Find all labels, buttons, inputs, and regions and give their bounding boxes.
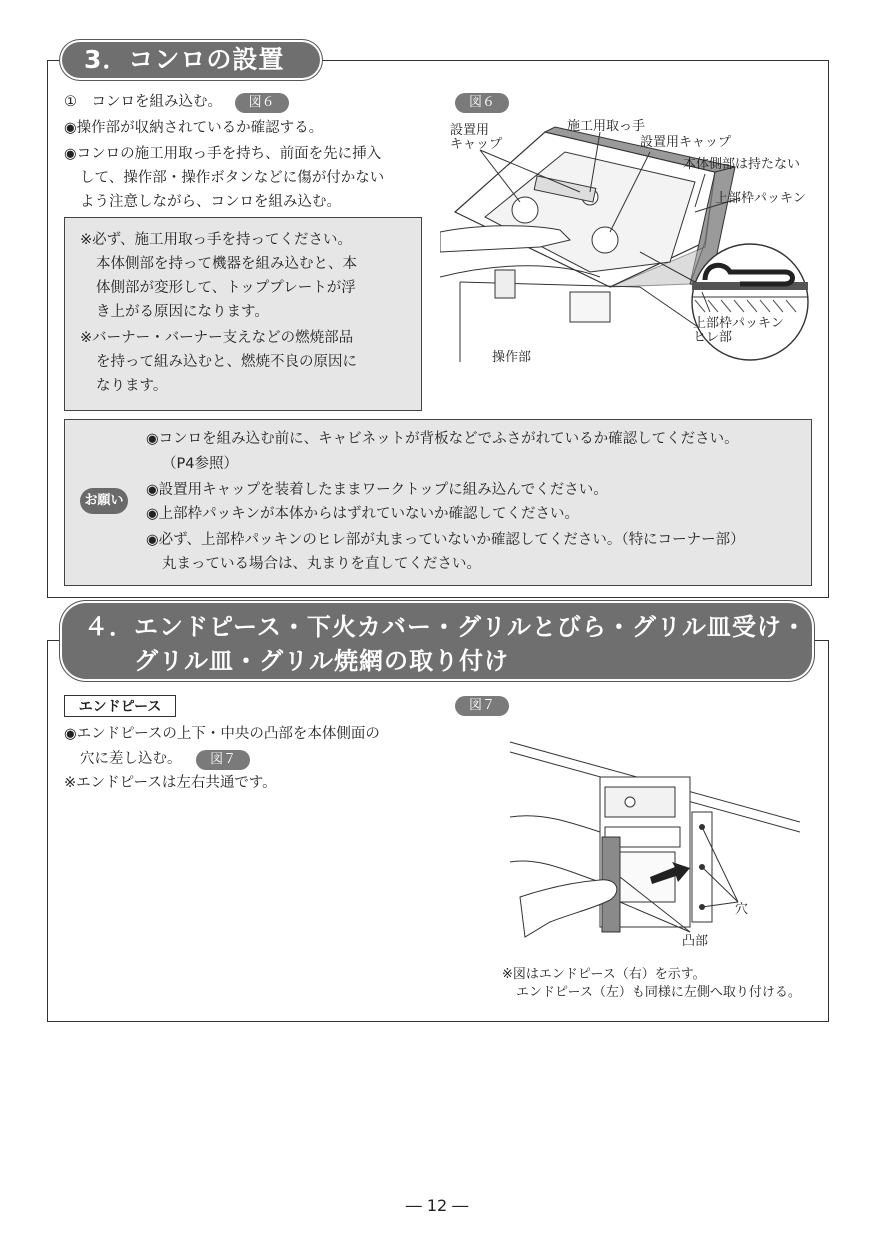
request-item: ◉設置用キャップを装着したままワークトップに組み込んでください。	[146, 482, 608, 498]
endpiece-text-line1: ◉エンドピースの上下・中央の凸部を本体側面の	[64, 726, 380, 742]
bullet-2-line2: して、操作部・操作ボタンなどに傷が付かない	[80, 170, 385, 186]
fig7-hole-label: 穴	[735, 902, 749, 917]
request-item: ◉上部枠パッキンが本体からはずれていないか確認してください。	[146, 506, 580, 522]
step1-label: ① コンロを組み込む。	[64, 94, 222, 110]
endpiece-text-line2	[80, 749, 250, 770]
caution-line: ※バーナー・バーナー支えなどの燃焼部品	[80, 330, 354, 346]
fig6-no-hold-label: 本体側部は持たない	[683, 157, 801, 172]
section4-title	[62, 603, 812, 679]
request-item: ◉コンロを組み込む前に、キャビネットが背板などでふさがれているか確認してください。	[146, 431, 739, 447]
fig6-label: 図６	[455, 93, 509, 113]
fig6-handle-label: 施工用取っ手	[567, 119, 646, 134]
section3-title: 3．コンロの設置	[62, 42, 320, 78]
fig6-ref-pill: 図６	[235, 93, 289, 113]
fig7-illustration	[500, 722, 800, 962]
bullet-2-line1: ◉コンロの施工用取っ手を持ち、前面を先に挿入	[64, 146, 382, 162]
caution-line: 本体側部を持って機器を組み込むと、本	[96, 256, 357, 272]
bullet-2-line3: よう注意しながら、コンロを組み込む。	[80, 194, 341, 210]
caution-line: き上がる原因になります。	[96, 304, 269, 320]
caution-line: 体側部が変形して、トッププレートが浮	[96, 280, 356, 296]
request-item: ◉必ず、上部枠パッキンのヒレ部が丸まっていないか確認してください。（特にコーナー部）	[146, 532, 745, 548]
fig7-caption-line1: ※図はエンドピース（右）を示す。	[502, 967, 706, 982]
endpiece-text-line2-label: 穴に差し込む。	[80, 751, 182, 767]
fig7-caption-line2: エンドピース（左）も同様に左側へ取り付ける。	[516, 985, 801, 1000]
caution-line: ※必ず、施工用取っ手を持ってください。	[80, 232, 352, 248]
step1-text	[64, 92, 289, 113]
request-item: 丸まっている場合は、丸まりを直してください。	[162, 556, 481, 572]
endpiece-note: ※エンドピースは左右共通です。	[64, 775, 277, 791]
caution-line: なります。	[96, 378, 168, 394]
page-number: ― 12 ―	[405, 1196, 469, 1215]
fig6-packing-label: 上部枠パッキン	[715, 191, 806, 206]
bullet-1: ◉操作部が収納されているか確認する。	[64, 120, 324, 136]
caution-line: を持って組み込むと、燃焼不良の原因に	[96, 354, 357, 370]
fig7-label: 図７	[455, 696, 509, 716]
fig7-bump-label: 凸部	[682, 934, 709, 949]
endpiece-subhead: エンドピース	[64, 695, 176, 717]
request-item: （P4参照）	[162, 456, 238, 472]
fig6-fin-label-l2: ヒレ部	[693, 330, 733, 345]
fig6-cap-left-l1: 設置用	[450, 123, 490, 138]
request-badge: お願い	[80, 488, 128, 514]
fig6-cap-left-l2: キャップ	[450, 137, 503, 152]
section4-title-line1: ４．エンドピース・下火カバー・グリルとびら・グリル皿受け・	[84, 613, 807, 641]
fig6-cap-right-label: 設置用キャップ	[640, 135, 732, 150]
section4-title-line2: グリル皿・グリル焼網の取り付け	[134, 647, 509, 675]
fig6-control-label: 操作部	[492, 350, 532, 365]
fig6-fin-label-l1: 上部枠パッキン	[693, 316, 784, 331]
fig7-ref-pill: 図７	[196, 750, 250, 770]
